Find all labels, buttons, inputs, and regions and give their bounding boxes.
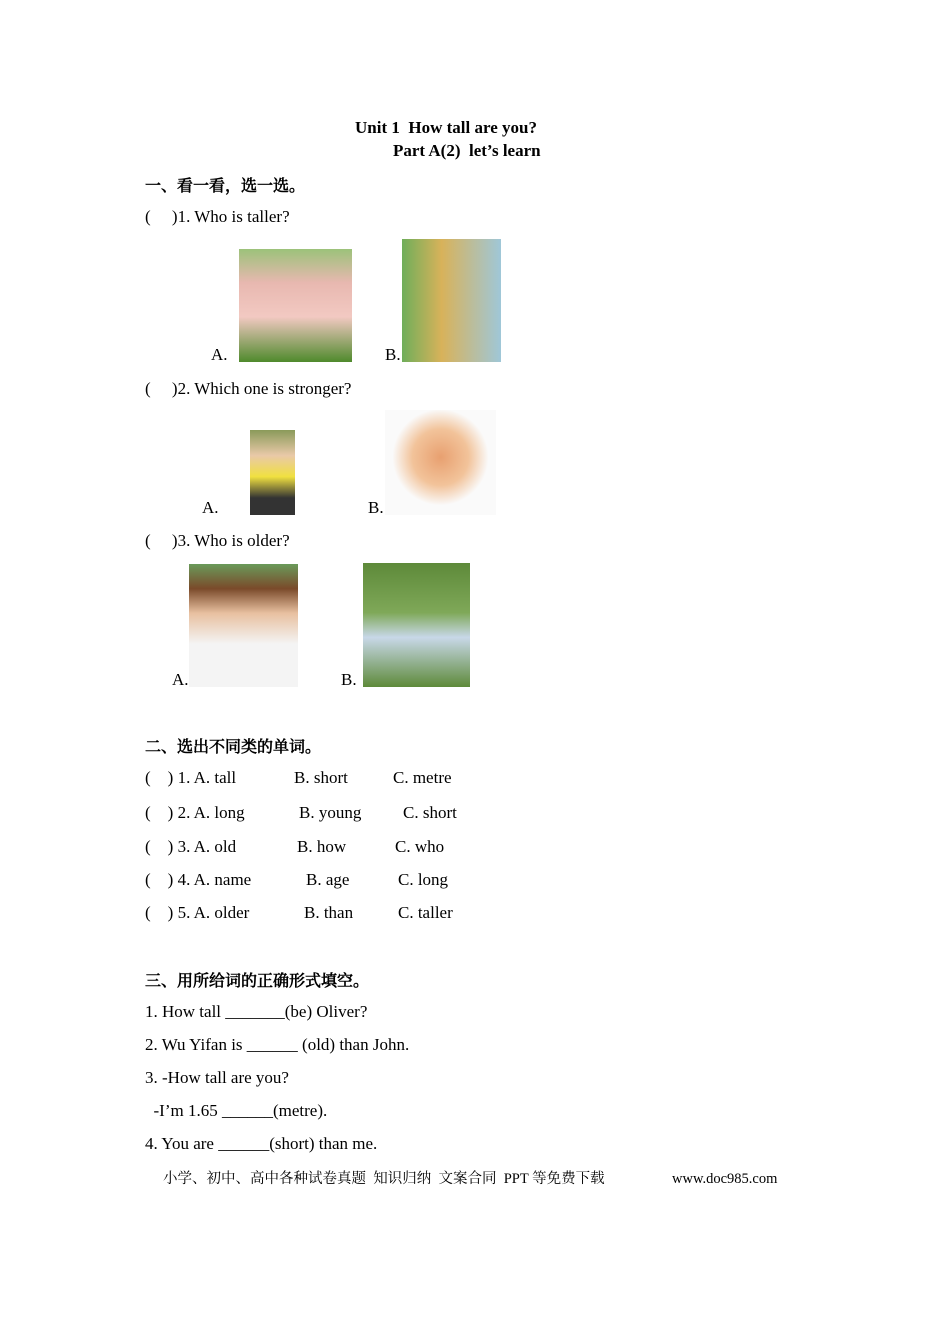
- row-5-a: ( ) 5. A. older: [145, 903, 250, 922]
- fill-item-1: 1. How tall _______(be) Oliver?: [145, 1002, 368, 1021]
- row-4-b: B. age: [306, 870, 350, 889]
- question-2: ( )2. Which one is stronger?: [145, 379, 352, 398]
- fill-item-3-answer: -I’m 1.65 ______(metre).: [145, 1101, 328, 1120]
- question-3: ( )3. Who is older?: [145, 531, 290, 550]
- option-b-label: B.: [368, 498, 384, 517]
- muscleman-image: [385, 410, 496, 515]
- section3-heading: 三、用所给词的正确形式填空。: [145, 971, 370, 990]
- row-1-b: B. short: [294, 768, 348, 787]
- girl-image: [363, 563, 470, 687]
- option-a-label: A.: [211, 345, 228, 364]
- subtitle: Part A(2) let’s learn: [393, 141, 541, 160]
- fill-item-2: 2. Wu Yifan is ______ (old) than John.: [145, 1035, 410, 1054]
- row-2-a: ( ) 2. A. long: [145, 803, 245, 822]
- row-1-a: ( ) 1. A. tall: [145, 768, 237, 787]
- row-4-a: ( ) 4. A. name: [145, 870, 252, 889]
- option-a-label: A.: [202, 498, 219, 517]
- row-5-c: C. taller: [398, 903, 453, 922]
- row-3-b: B. how: [297, 837, 347, 856]
- footer-text: 小学、初中、高中各种试卷真题 知识归纳 文案合同 PPT 等免费下载: [163, 1171, 605, 1187]
- fill-item-4: 4. You are ______(short) than me.: [145, 1134, 378, 1153]
- section1-heading: 一、看一看，选一选。: [145, 176, 306, 195]
- footer-url[interactable]: www.doc985.com: [672, 1171, 778, 1187]
- row-2-c: C. short: [403, 803, 457, 822]
- question-1: ( )1. Who is taller?: [145, 207, 290, 226]
- row-5-b: B. than: [304, 903, 354, 922]
- option-b-label: B.: [341, 670, 357, 689]
- row-3-c: C. who: [395, 837, 445, 856]
- option-b-label: B.: [385, 345, 401, 364]
- row-2-b: B. young: [299, 803, 362, 822]
- title: Unit 1 How tall are you?: [355, 118, 537, 137]
- section2-heading: 二、选出不同类的单词。: [145, 737, 322, 756]
- row-1-c: C. metre: [393, 768, 452, 787]
- giraffe-image: [402, 239, 501, 362]
- row-3-a: ( ) 3. A. old: [145, 837, 237, 856]
- boy-image: [250, 430, 295, 515]
- option-a-label: A.: [172, 670, 189, 689]
- pig-image: [239, 249, 352, 362]
- woman-image: [189, 564, 298, 687]
- fill-item-3: 3. -How tall are you?: [145, 1068, 289, 1087]
- row-4-c: C. long: [398, 870, 449, 889]
